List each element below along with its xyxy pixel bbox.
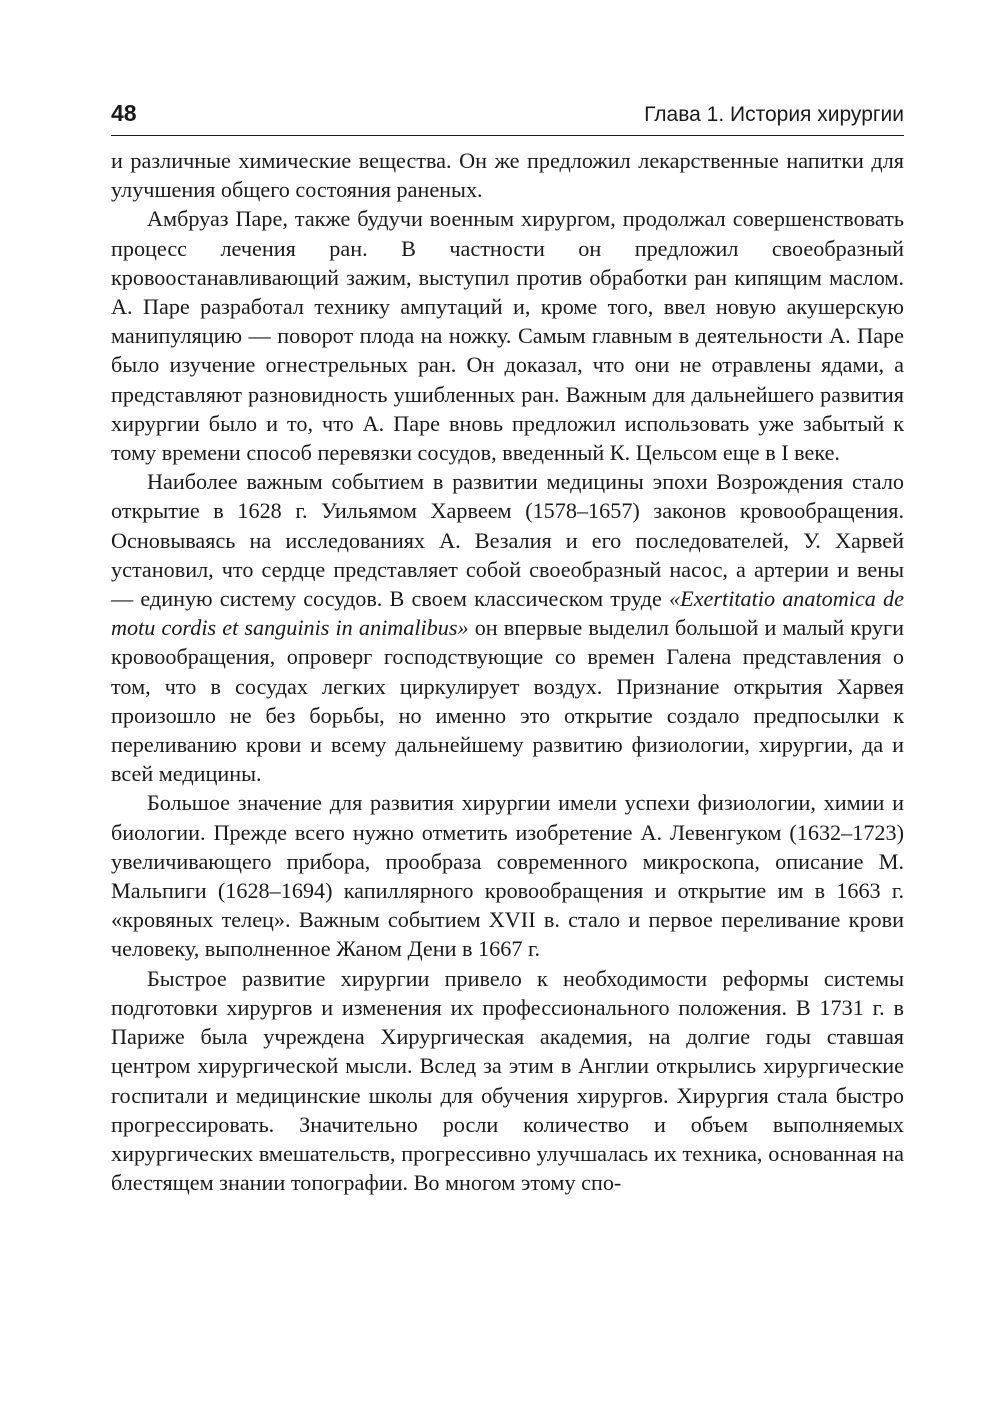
- paragraph-3-text-start: Наиболее важным событием в развитии медицины эпохи Возрождения стало открытие в 1628 г. Уильямом Харвеем (1578–1657) законов кровообращения. Основываясь на исследованиях А. Везалия и его последователей, У. Харвей установил, что сердце представляет собой своеобразный насос, а артерии и вены — единую систему сосудов. В своем классическом труде: [111, 469, 904, 612]
- treatise-title: «Exertitatio anatomica de motu cordis et sanguinis in animalibus»: [111, 586, 904, 641]
- page-header: [111, 100, 904, 136]
- body-text: [111, 146, 904, 1197]
- paragraph-1: и различные химические вещества. Он же предложил лекарственные напитки для улучшения общего состояния раненых.: [111, 148, 904, 203]
- paragraph-4: Большое значение для развития хирургии имели успехи физиологии, химии и биологии. Прежде всего нужно отметить изобретение А. Левенгуком (1632–1723) увеличивающего прибора, прообраза современного микроскопа, описание М. Мальпиги (1628–1694) капиллярного кровообращения и открытие им в 1663 г. «кровяных телец». Важным событием XVII в. стало и первое переливание крови человеку, выполненное Жаном Дени в 1667 г.: [111, 790, 904, 962]
- book-page: [111, 100, 904, 1197]
- paragraph-2: Амбруаз Паре, также будучи военным хирургом, продолжал совершенствовать процесс лечения ран. В частности он предложил своеобразный кровоостанавливающий зажим, выступил против обработки ран кипящим маслом. А. Паре разработал технику ампутаций и, кроме того, ввел новую акушерскую манипуляцию — поворот плода на ножку. Самым главным в деятельности А. Паре было изучение огнестрельных ран. Он доказал, что они не отравлены ядами, а представляют разновидность ушибленных ран. Важным для дальнейшего развития хирургии было и то, что А. Паре вновь предложил использовать уже забытый к тому времени способ перевязки сосудов, введенный К. Цельсом еще в I веке.: [111, 206, 904, 466]
- paragraph-5: Быстрое развитие хирургии привело к необходимости реформы системы подготовки хирургов и изменения их профессионального положения. В 1731 г. в Париже была учреждена Хирургическая академия, на долгие годы ставшая центром хирургической мысли. Вслед за этим в Англии открылись хирургические госпитали и медицинские школы для обучения хирургов. Хирургия стала быстро прогрессировать. Значительно росли количество и объем выполняемых хирургических вмешательств, прогрессивно улучшалась их техника, основанная на блестящем знании топографии. Во многом этому спо-: [111, 965, 904, 1196]
- paragraph-3: [111, 467, 904, 788]
- chapter-title: Глава 1. История хирургии: [644, 103, 904, 126]
- page-number: 48: [111, 100, 137, 126]
- paragraph-3-text-end: он впервые выделил большой и малый круги кровообращения, опроверг господствующие со времен Галена представления о том, что в сосудах легких циркулирует воздух. Признание открытия Харвея произошло не без борьбы, но именно это открытие создало предпосылки к переливанию крови и всему дальнейшему развитию физиологии, хирургии, да и всей медицины.: [111, 615, 904, 787]
